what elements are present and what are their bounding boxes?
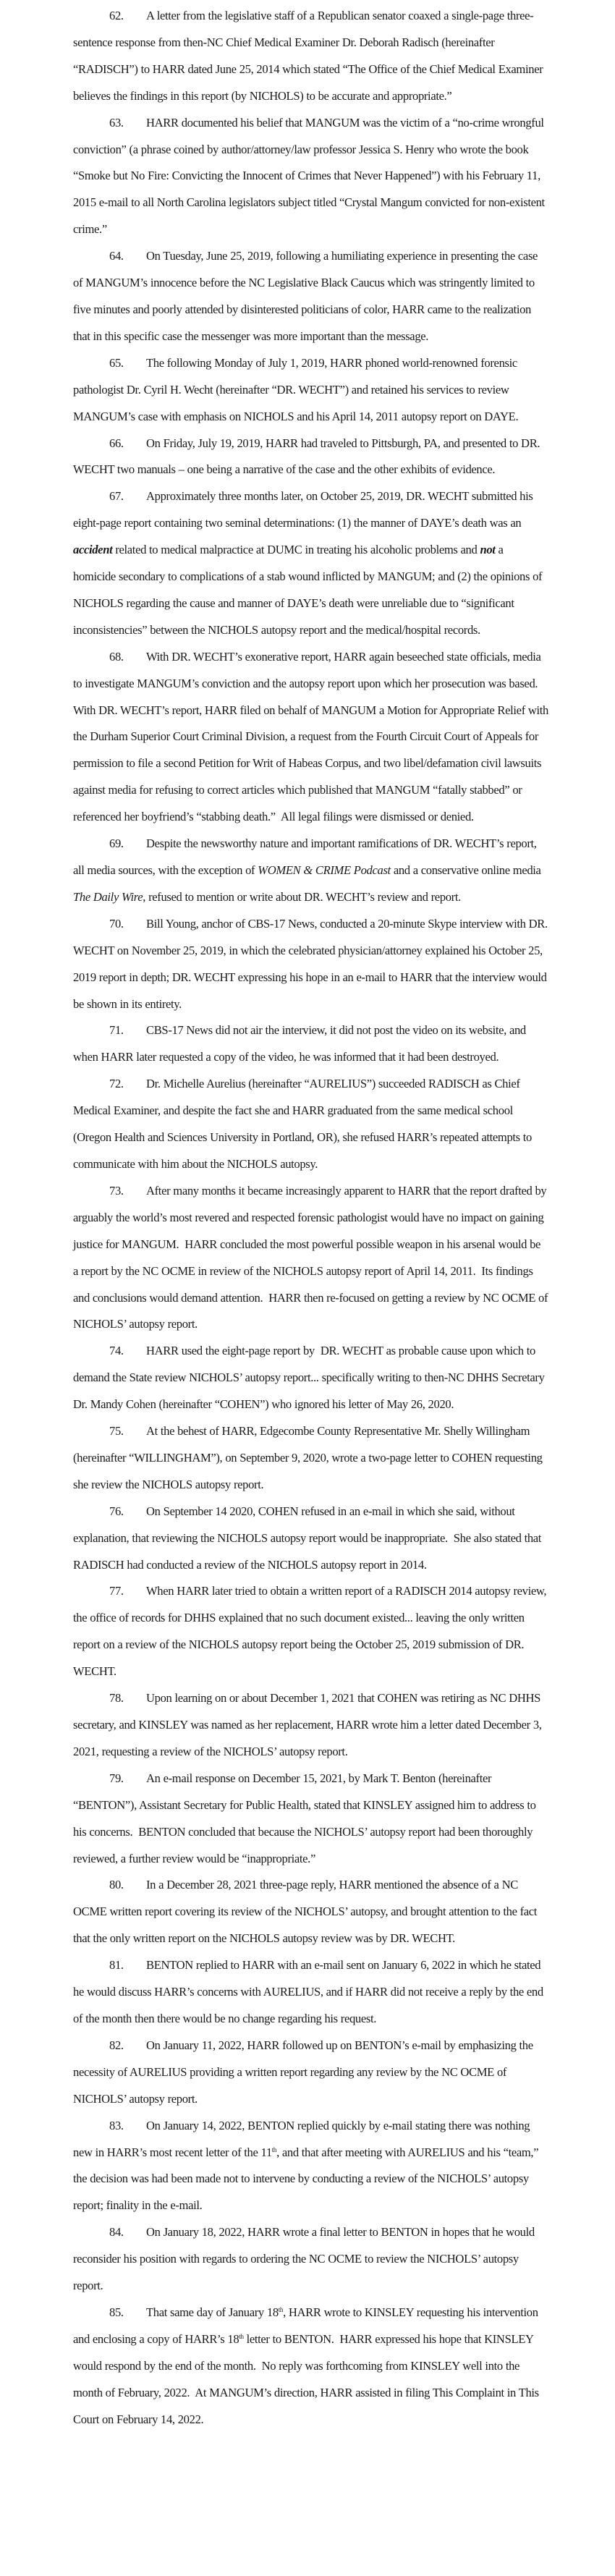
- paragraph-text: On January 18, 2022, HARR wrote a final letter to BENTON in hopes that he would reconsider his position with regards to ordering the NC OCME to review the NICHOLS’ autopsy report.: [73, 2225, 535, 2293]
- paragraph-text: related to medical malpractice at DUMC in treating his alcoholic problems and: [112, 543, 480, 557]
- paragraph: [73, 1071, 548, 1178]
- paragraph-number: 81.: [109, 1958, 124, 1973]
- paragraph-number: 77.: [109, 1584, 124, 1598]
- paragraph-text: and a conservative online media: [390, 863, 541, 877]
- paragraph: [73, 110, 548, 244]
- paragraph-number: 82.: [109, 2038, 124, 2052]
- paragraph-number: 69.: [109, 836, 124, 851]
- paragraph: [73, 1178, 548, 1338]
- paragraph-text: a homicide secondary to complications of a stab wound inflicted by MANGUM; and (2) the opinions of NICHOLS regarding the cause and manner of DAYE’s death were unreliable due to “significant inconsistencies” between the NICHOLS autopsy report and the medical/hospital records.: [73, 543, 543, 637]
- paragraph: [73, 644, 548, 831]
- paragraph: [73, 483, 548, 643]
- paragraph: [73, 350, 548, 431]
- paragraph: [73, 1952, 548, 2033]
- paragraph: [73, 431, 548, 484]
- paragraph-text: On January 14, 2022, BENTON replied quickly by e-mail stating there was nothing new in HARR’s most recent letter of the 11: [73, 2118, 530, 2159]
- ordinal-suffix: th: [239, 2332, 244, 2340]
- paragraph: [73, 3, 548, 110]
- paragraph-text: letter to BENTON. HARR expressed his hope that KINSLEY would respond by the end of the month. No reply was forthcoming from KINSLEY well into the month of February, 2022. At MANGUM’s direction, HARR assisted in filing This Complaint in This Court on February 14, 2022.: [73, 2331, 539, 2426]
- paragraph-number: 85.: [109, 2305, 124, 2319]
- paragraph: [73, 2033, 548, 2113]
- paragraph: [73, 2219, 548, 2300]
- paragraph-text: On September 14 2020, COHEN refused in an e-mail in which she said, without explanation, that reviewing the NICHOLS autopsy report would be inappropriate. She also stated that RADISCH had conducted a review of the NICHOLS autopsy report in 2014.: [73, 1504, 542, 1572]
- paragraph: [73, 1872, 548, 1952]
- paragraph-number: 84.: [109, 2225, 124, 2240]
- paragraph: [73, 243, 548, 350]
- paragraph-text: On Tuesday, June 25, 2019, following a humiliating experience in presenting the case of MANGUM’s innocence before the NC Legislative Black Caucus which was stringently limited to five minutes and poorly attended by disinterested politicians of color, HARR came to the realization that in this specific case the messenger was more important than the message.: [73, 249, 538, 343]
- paragraph-number: 62.: [109, 9, 124, 22]
- ordinal-suffix: th: [278, 2305, 284, 2313]
- paragraph-number: 80.: [109, 1878, 124, 1892]
- paragraph: [73, 2300, 548, 2433]
- paragraph: [73, 1338, 548, 1418]
- paragraph-text: With DR. WECHT’s exonerative report, HARR again beseeched state officials, media to investigate MANGUM’s conviction and the autopsy report upon which her prosecution was based. With DR. WECHT’s report, HARR filed on behalf of MANGUM a Motion for Appropriate Relief with the Durham Superior Court Criminal Division, a request from the Fourth Circuit Court of Appeals for permission to file a second Petition for Writ of Habeas Corpus, and two libel/defamation civil lawsuits against media for refusing to correct articles which published that MANGUM “fatally stabbed” or referenced her boyfriend’s “stabbing death.” All legal filings were dismissed or denied.: [73, 649, 548, 824]
- paragraph: [73, 1578, 548, 1685]
- paragraph: [73, 911, 548, 1018]
- paragraph-text: Bill Young, anchor of CBS-17 News, conducted a 20-minute Skype interview with DR. WECHT on November 25, 2019, in which the celebrated physician/attorney explained his October 25, 2019 report in depth; DR. WECHT expressing his hope in an e-mail to HARR that the interview would be shown in its entirety.: [73, 916, 548, 1011]
- paragraph-text: , refused to mention or write about DR. WECHT’s review and report.: [143, 889, 461, 904]
- paragraph: [73, 1685, 548, 1766]
- paragraph-text: Dr. Michelle Aurelius (hereinafter “AURELIUS”) succeeded RADISCH as Chief Medical Examiner, and despite the fact she and HARR graduated from the same medical school (Oregon Health and Sciences University in Portland, OR), she refused HARR’s repeated attempts to communicate with him about the NICHOLS autopsy.: [73, 1077, 532, 1171]
- paragraph-text: After many months it became increasingly apparent to HARR that the report drafted by arguably the world’s most revered and respected forensic pathologist would have no impact on gaining justice for MANGUM. HARR concluded the most powerful possible weapon in his arsenal would be a report by the NC OCME in review of the NICHOLS autopsy report of April 14, 2011. Its findings and conclusions would demand attention. HARR then re-focused on getting a review by NC OCME of NICHOLS’ autopsy report.: [73, 1183, 548, 1331]
- emphasis-text: accident: [73, 543, 113, 557]
- emphasis-text: not: [480, 543, 496, 557]
- paragraph-number: 78.: [109, 1691, 124, 1706]
- paragraph-number: 75.: [109, 1424, 124, 1439]
- paragraph-text: CBS-17 News did not air the interview, it did not post the video on its website, and when HARR later requested a copy of the video, he was informed that it had been destroyed.: [73, 1023, 526, 1064]
- paragraph-text: Upon learning on or about December 1, 2021 that COHEN was retiring as NC DHHS secretary, and KINSLEY was named as her replacement, HARR wrote him a letter dated December 3, 2021, requesting a review of the NICHOLS’ autopsy report.: [73, 1691, 542, 1758]
- paragraph: [73, 2113, 548, 2220]
- paragraph-text: Approximately three months later, on October 25, 2019, DR. WECHT submitted his eight-page report containing two seminal determinations: (1) the manner of DAYE’s death was an: [73, 489, 533, 530]
- paragraph-number: 71.: [109, 1023, 124, 1038]
- italic-title: WOMEN & CRIME Podcast: [258, 863, 391, 877]
- paragraph-text: HARR documented his belief that MANGUM was the victim of a “no-crime wrongful conviction” (a phrase coined by author/attorney/law professor Jessica S. Henry who wrote the book “Smoke but No Fire: Convicting the Innocent of Crimes that Never Happened”) with his February 11, 2015 e-mail to all North Carolina legislators subject titled “Crystal Mangum convicted for non-existent crime.”: [73, 115, 545, 237]
- paragraph-number: 63.: [109, 115, 124, 130]
- paragraph-text: On Friday, July 19, 2019, HARR had traveled to Pittsburgh, PA, and presented to DR. WECHT two manuals – one being a narrative of the case and the other exhibits of evidence.: [73, 436, 540, 477]
- paragraph: [73, 1766, 548, 1873]
- paragraph-text: HARR used the eight-page report by DR. WECHT as probable cause upon which to demand the State review NICHOLS’ autopsy report... specifically writing to then-NC DHHS Secretary Dr. Mandy Cohen (hereinafter “COHEN”) who ignored his letter of May 26, 2020.: [73, 1344, 545, 1412]
- paragraph-text: , and that after meeting with AURELIUS and his “team,” the decision was had been made not to intervene by conducting a review of the NICHOLS’ autopsy report; finality in the e-mail.: [73, 2145, 539, 2213]
- paragraph-text: , HARR wrote to KINSLEY requesting his intervention and enclosing a copy of HARR’s 18: [73, 2305, 538, 2346]
- paragraph-number: 72.: [109, 1077, 124, 1091]
- paragraph-number: 65.: [109, 355, 124, 370]
- paragraph-number: 79.: [109, 1771, 124, 1785]
- paragraph-number: 66.: [109, 436, 124, 450]
- paragraph-number: 83.: [109, 2118, 124, 2132]
- paragraph: [73, 1499, 548, 1579]
- paragraph: [73, 1418, 548, 1499]
- paragraph-text: A letter from the legislative staff of a Republican senator coaxed a single-page three-sentence response from then-NC Chief Medical Examiner Dr. Deborah Radisch (hereinafter “RADISCH”) to HARR dated June 25, 2014 which stated “The Office of the Chief Medical Examiner believes the findings in this report (by NICHOLS) to be accurate and appropriate.”: [73, 9, 543, 103]
- paragraph: [73, 1017, 548, 1071]
- paragraph: [73, 831, 548, 911]
- paragraph-number: 67.: [109, 489, 124, 504]
- paragraph-text: When HARR later tried to obtain a written report of a RADISCH 2014 autopsy review, the office of records for DHHS explained that no such document existed... leaving the only written report on a review of the NICHOLS autopsy report being the October 25, 2019 submission of DR. WECHT.: [73, 1584, 547, 1679]
- paragraph-text: In a December 28, 2021 three-page reply, HARR mentioned the absence of a NC OCME written report covering its review of the NICHOLS’ autopsy, and brought attention to the fact that the only written report on the NICHOLS autopsy review was by DR. WECHT.: [73, 1878, 538, 1946]
- ordinal-suffix: th: [271, 2145, 277, 2153]
- italic-title: The Daily Wire: [73, 889, 143, 904]
- paragraph-text: That same day of January 18: [146, 2305, 279, 2319]
- paragraph-number: 76.: [109, 1504, 124, 1518]
- paragraph-number: 70.: [109, 916, 124, 931]
- numbered-paragraphs: [73, 3, 548, 2433]
- paragraph-number: 73.: [109, 1183, 124, 1198]
- paragraph-text: The following Monday of July 1, 2019, HARR phoned world-renowned forensic pathologist Dr. Cyril H. Wecht (hereinafter “DR. WECHT”) and retained his services to review MANGUM’s case with emphasis on NICHOLS and his April 14, 2011 autopsy report on DAYE.: [73, 355, 519, 423]
- paragraph-text: An e-mail response on December 15, 2021, by Mark T. Benton (hereinafter “BENTON”), Assistant Secretary for Public Health, stated that KINSLEY assigned him to address to his concerns. BENTON concluded that because the NICHOLS’ autopsy report had been thoroughly reviewed, a further review would be “inappropriate.”: [73, 1771, 536, 1865]
- paragraph-number: 64.: [109, 249, 124, 263]
- paragraph-number: 68.: [109, 649, 124, 664]
- paragraph-text: BENTON replied to HARR with an e-mail sent on January 6, 2022 in which he stated he would discuss HARR’s concerns with AURELIUS, and if HARR did not receive a reply by the end of the month then there would be no change regarding his request.: [73, 1958, 543, 2025]
- paragraph-text: At the behest of HARR, Edgecombe County Representative Mr. Shelly Willingham (hereinafter “WILLINGHAM”), on September 9, 2020, wrote a two-page letter to COHEN requesting she review the NICHOLS autopsy report.: [73, 1424, 543, 1491]
- paragraph-text: On January 11, 2022, HARR followed up on BENTON’s e-mail by emphasizing the necessity of AURELIUS providing a written report regarding any review by the NC OCME of NICHOLS’ autopsy report.: [73, 2038, 533, 2106]
- paragraph-text: Despite the newsworthy nature and important ramifications of DR. WECHT’s report, all media sources, with the exception of: [73, 836, 537, 877]
- paragraph-number: 74.: [109, 1344, 124, 1358]
